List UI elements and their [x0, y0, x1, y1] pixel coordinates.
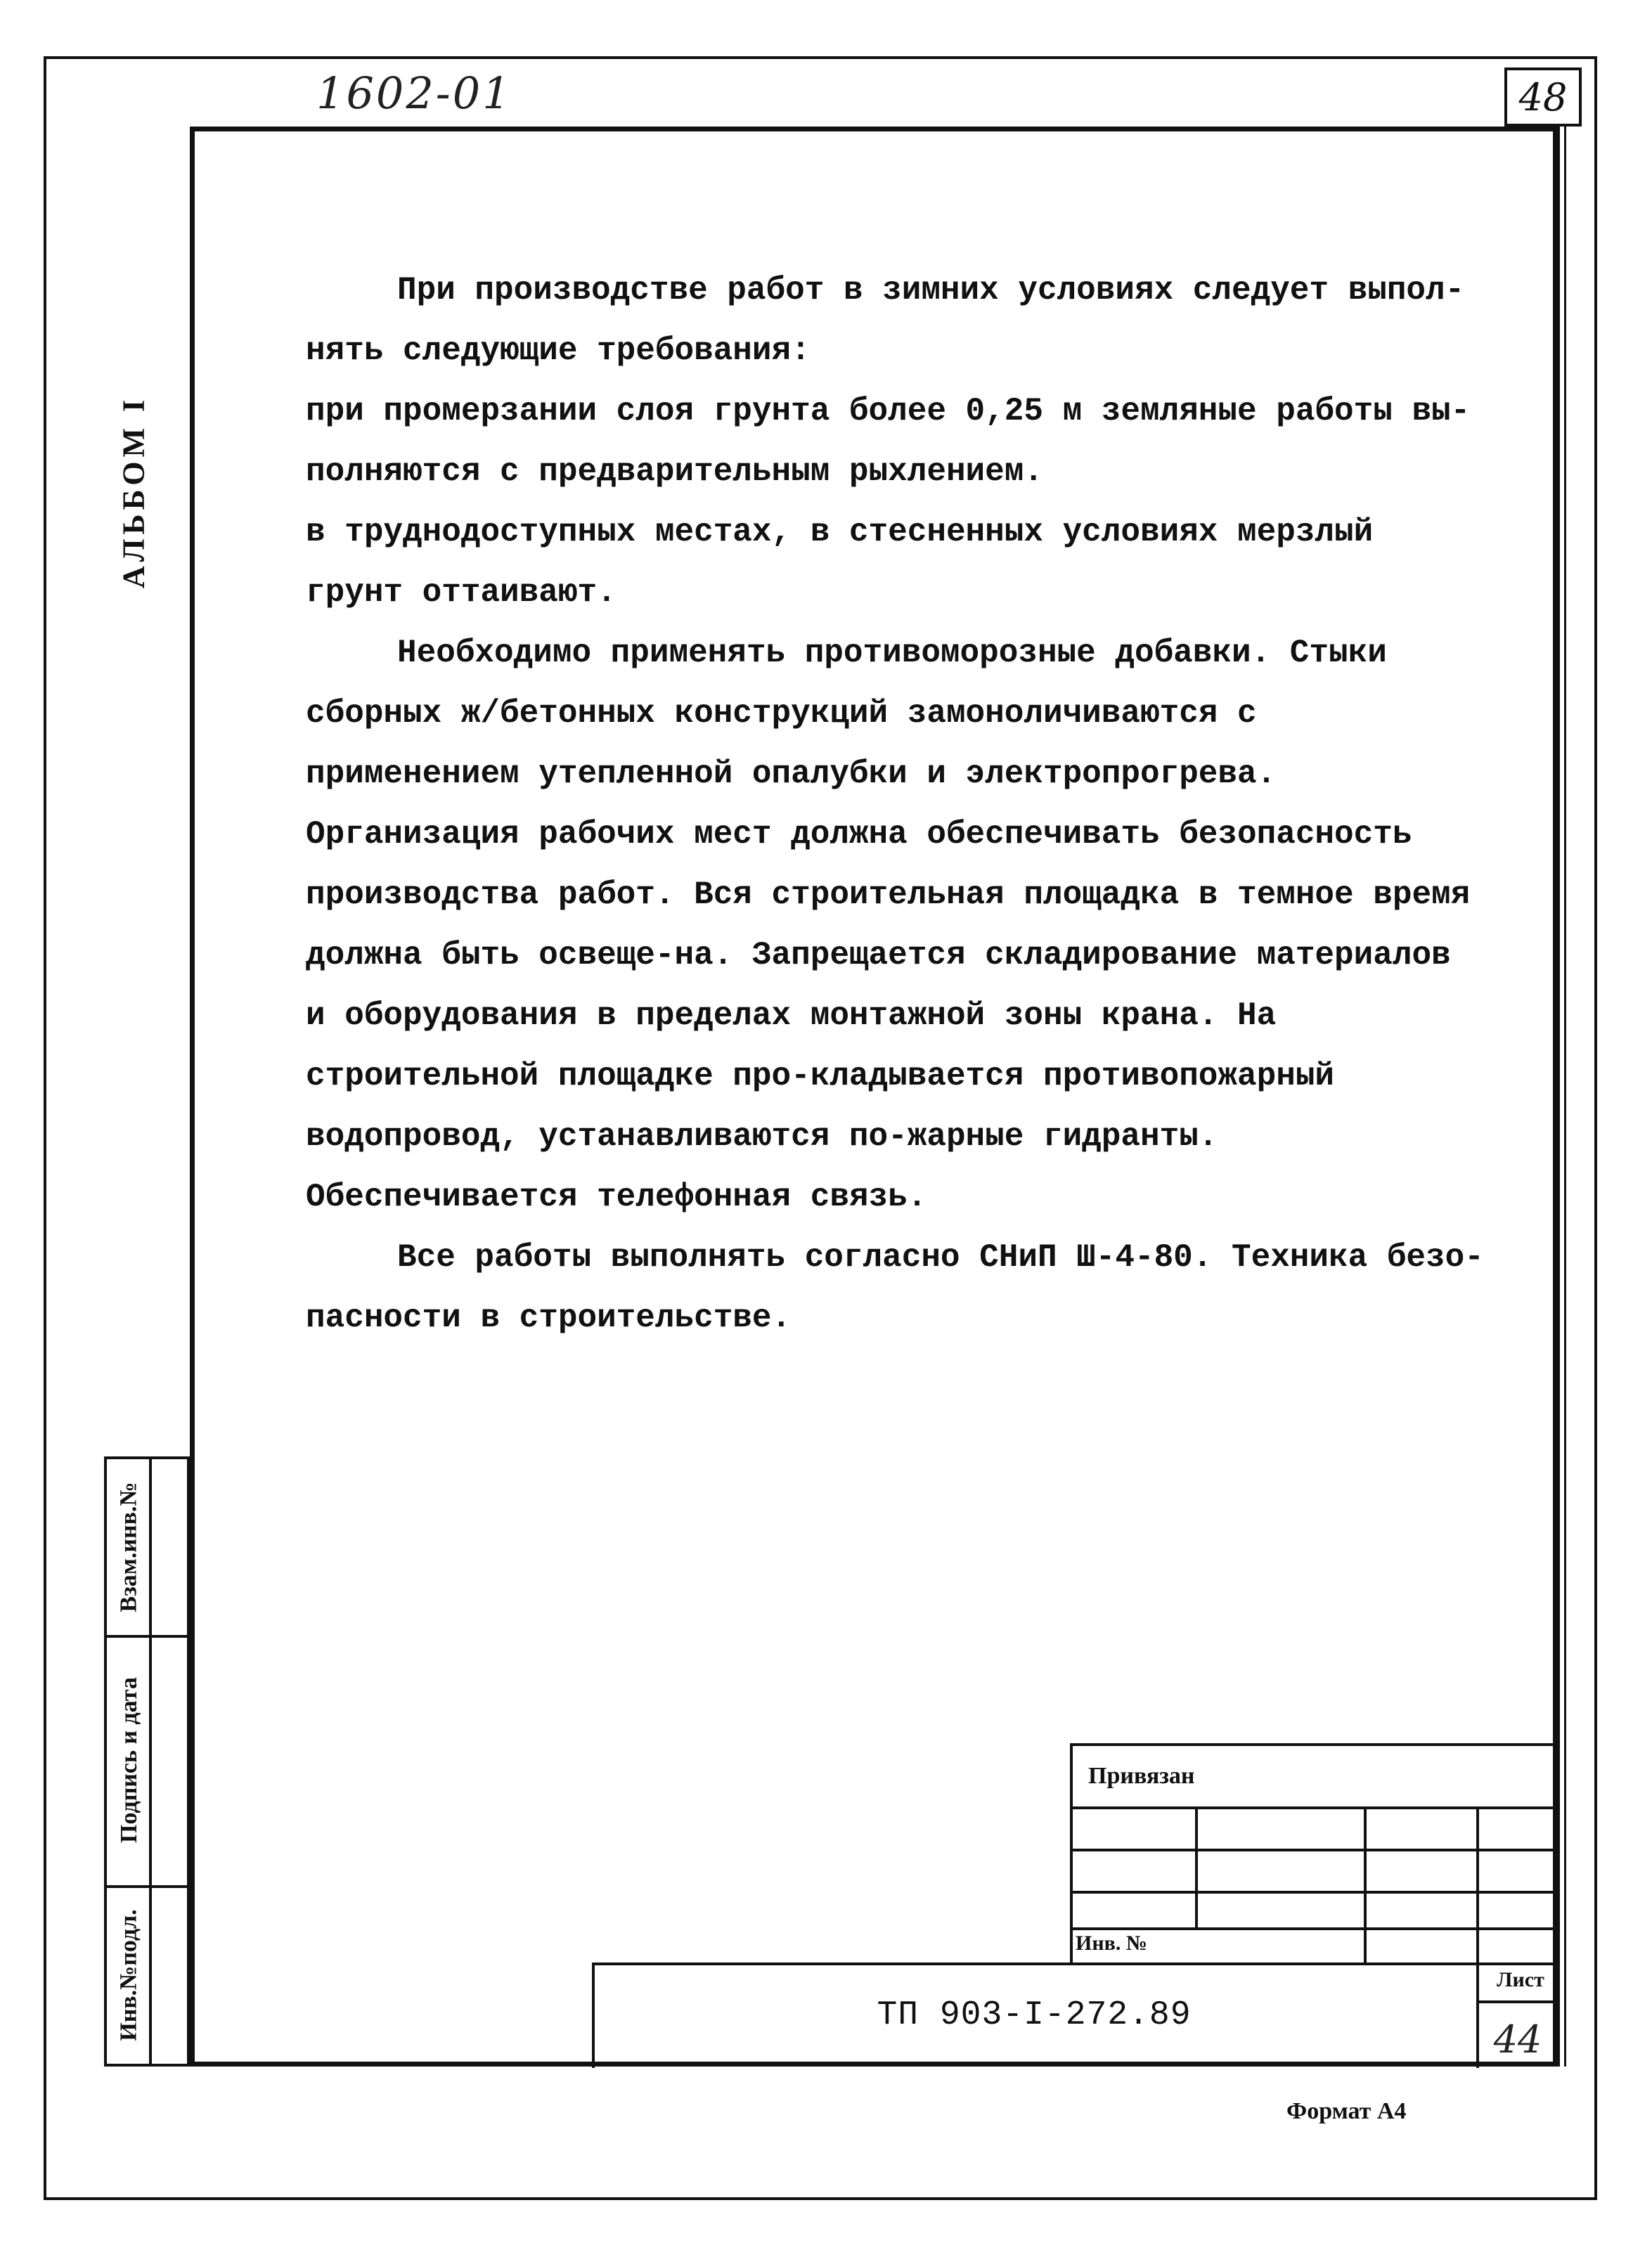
stamp-label-inv-original: Инв.№подл.: [116, 1909, 143, 2041]
title-block-line: [1070, 1891, 1558, 1894]
inventory-label: Инв. №: [1076, 1932, 1147, 1955]
stamp-label-sign-date: Подпись и дата: [116, 1677, 143, 1843]
title-block-line: [1070, 1927, 1558, 1930]
paragraph-frozen-soil: при промерзании слоя грунта более 0,25 м земляные работы вы-полняются с предварительным рыхлением.: [306, 393, 1471, 490]
format-label: Формат А4: [1286, 2098, 1407, 2124]
title-block-line: [1195, 1806, 1198, 1927]
document-code: ТП 903-I-272.89: [877, 1996, 1192, 2034]
page-number-box: 48: [1504, 67, 1582, 127]
title-block-line: [1476, 1806, 1479, 1965]
sheet-number: 44: [1493, 2017, 1542, 2062]
paragraph-snip-reference: Все работы выполнять согласно СНиП Ш-4-80. Техника безо-пасности в строительстве.: [306, 1239, 1484, 1336]
right-edge-strip: [1558, 127, 1566, 2067]
paragraph-thawing: в труднодоступных местах, в стесненных условиях мерзлый грунт оттаивают.: [306, 514, 1374, 611]
stamp-cell-replaced-inv: [110, 1459, 149, 1635]
paragraph-winter-requirements: При производстве работ в зимних условиях следует выпол-нять следующие требования:: [306, 272, 1465, 369]
stamp-column: [104, 1456, 190, 2067]
stamp-label-replaced-inv: Взам.инв.№: [116, 1482, 142, 1612]
stamp-cell-inv-original: [110, 1885, 149, 2065]
handwritten-code: 1602-01: [316, 67, 512, 119]
stamp-vertical-divider: [149, 1459, 152, 2064]
sheet-label: Лист: [1497, 1968, 1544, 1991]
paragraph-additives-safety: Необходимо применять противоморозные добавки. Стыки сборных ж/бетонных конструкций замоноличиваются с применением утепленной опалубки и электропрогрева. Организация рабочих мест должна обеспечивать безопасность производства работ. Вся строительная площадка в темное время должна быть освеще-на. Запрещается складирование материалов и оборудования в пределах монтажной зоны крана. На строительной площадке про-кладывается противопожарный водопровод, устанавливаются по-жарные гидранты. Обеспечивается телефонная связь.: [306, 635, 1471, 1215]
body-text: [306, 260, 1487, 1348]
attached-label: Привязан: [1088, 1763, 1195, 1789]
title-block-line: [1070, 1806, 1558, 1809]
title-block-line: [1070, 1849, 1558, 1851]
title-block-line: [1364, 1806, 1367, 1965]
title-block-line: [1476, 2000, 1558, 2003]
stamp-cell-sign-date: [110, 1635, 149, 1885]
album-label: АЛЬБОМ I: [116, 395, 151, 589]
